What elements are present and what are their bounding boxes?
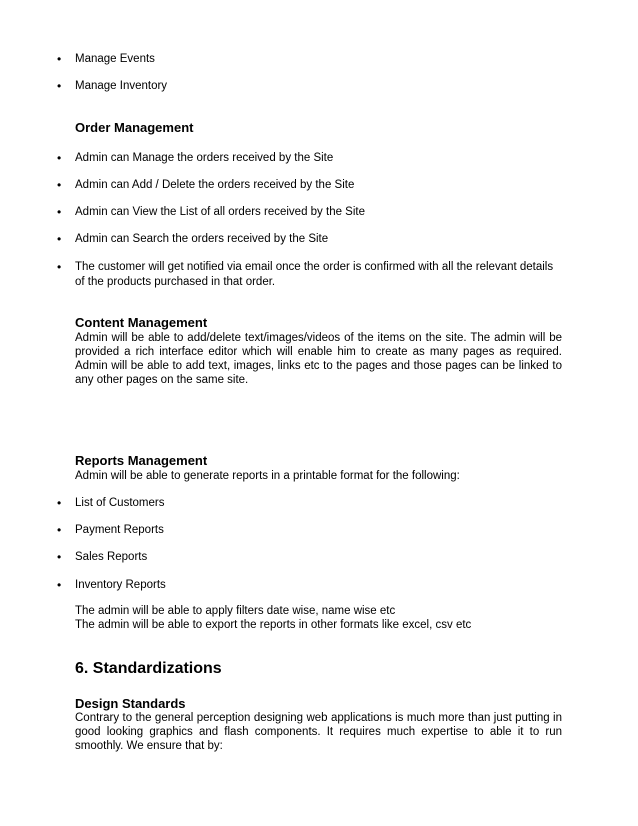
bullet-icon: • — [57, 151, 62, 165]
list-item: Admin can Manage the orders received by the Site — [75, 152, 334, 164]
list-item: List of Customers — [75, 497, 165, 509]
bullet-icon: • — [57, 205, 62, 219]
bullet-icon: • — [57, 178, 62, 192]
list-item: Admin can Search the orders received by the Site — [75, 233, 329, 245]
section-heading: 6. Standardizations — [75, 660, 222, 677]
bullet-icon: • — [57, 523, 62, 537]
reports-intro: Admin will be able to generate reports in a printable format for the following: — [75, 470, 460, 482]
bullet-icon: • — [57, 550, 62, 564]
content-management-heading: Content Management — [75, 315, 208, 330]
list-item: The customer will get notified via email once the order is confirmed with all the relevant details — [75, 261, 554, 273]
list-item-continuation: of the products purchased in that order. — [75, 276, 276, 288]
bullet-icon: • — [57, 52, 62, 66]
design-standards-heading: Design Standards — [75, 696, 186, 711]
order-management-heading: Order Management — [75, 120, 194, 135]
bullet-icon: • — [57, 260, 62, 274]
content-management-paragraph: Admin will be able to add/delete text/images/videos of the items on the site. The admin will be provided a rich interface editor which will enable him to create as many pages as required. Admin will be able to add text, images, links etc to the pages and those pages can be linked to any other pages on the same site. — [75, 332, 562, 386]
list-item: Manage Inventory — [75, 80, 168, 92]
list-item: Admin can View the List of all orders received by the Site — [75, 206, 365, 218]
list-item: Admin can Add / Delete the orders received by the Site — [75, 179, 355, 191]
design-standards-paragraph: Contrary to the general perception designing web applications is much more than just putting in good looking graphics and flash components. It requires much expertise to able it to run smoothly. We ensure that by: — [75, 712, 562, 752]
bullet-icon: • — [57, 496, 62, 510]
reports-note: The admin will be able to export the reports in other formats like excel, csv etc — [75, 619, 472, 631]
list-item: Sales Reports — [75, 551, 148, 563]
reports-management-heading: Reports Management — [75, 453, 208, 468]
reports-note: The admin will be able to apply filters date wise, name wise etc — [75, 605, 396, 617]
bullet-icon: • — [57, 232, 62, 246]
list-item: Payment Reports — [75, 524, 164, 536]
list-item: Inventory Reports — [75, 579, 166, 591]
bullet-icon: • — [57, 578, 62, 592]
bullet-icon: • — [57, 79, 62, 93]
list-item: Manage Events — [75, 53, 155, 65]
